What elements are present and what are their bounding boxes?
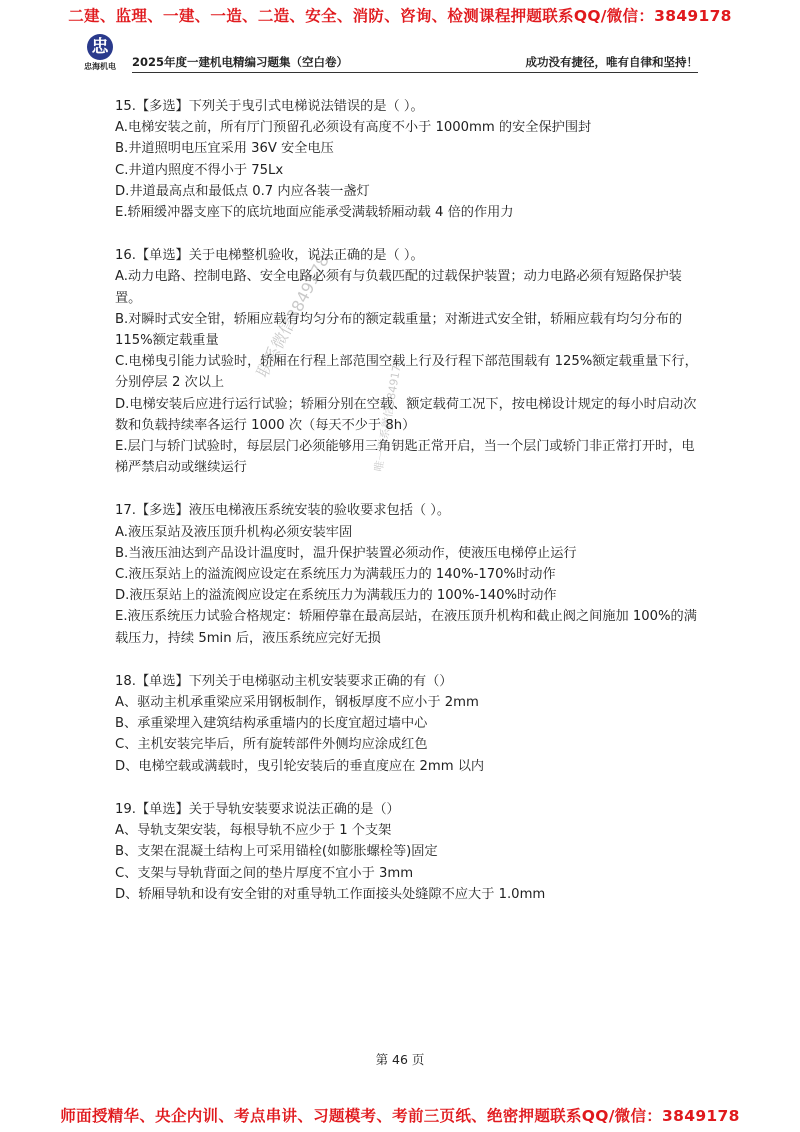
option-a: A.动力电路、控制电路、安全电路必须有与负载匹配的过载保护装置；动力电路必须有短路保护装置。 [115, 269, 682, 306]
option-a: A、驱动主机承重梁应采用钢板制作，钢板厚度不应小于 2mm [115, 695, 479, 711]
header-divider [132, 72, 698, 73]
question-18 [115, 671, 705, 777]
question-16 [115, 245, 705, 478]
option-c: C、支架与导轨背面之间的垫片厚度不宜小于 3mm [115, 865, 414, 881]
question-15 [115, 96, 705, 223]
question-stem: 19.【单选】关于导轨安装要求说法正确的是（） [115, 801, 400, 817]
question-stem: 16.【单选】关于电梯整机验收，说法正确的是（ ）。 [115, 248, 424, 264]
watermark-secondary: 唯一联系微信3849178 [371, 357, 405, 473]
option-c: C、主机安装完毕后，所有旋转部件外侧均应涂成红色 [115, 737, 428, 753]
option-e: E.液压系统压力试验合格规定：轿厢停靠在最高层站，在液压顶升机构和截止阀之间施加 100%的满载压力，持续 5min 后，液压系统应完好无损 [115, 609, 697, 646]
question-stem: 18.【单选】下列关于电梯驱动主机安装要求正确的有（） [115, 673, 453, 689]
logo-icon: 忠 [87, 34, 113, 60]
option-d: D.井道最高点和最低点 0.7 内应各装一盏灯 [115, 183, 370, 199]
question-list [115, 96, 705, 927]
watermark: 联系微信3849178 [252, 251, 333, 381]
option-d: D、电梯空载或满载时，曳引轮安装后的垂直度应在 2mm 以内 [115, 758, 485, 774]
option-b: B、支架在混凝土结构上可采用锚栓(如膨胀螺栓等)固定 [115, 844, 438, 860]
option-a: A、导轨支架安装，每根导轨不应少于 1 个支架 [115, 823, 392, 839]
question-stem: 17.【多选】液压电梯液压系统安装的验收要求包括（ ）。 [115, 503, 451, 519]
option-c: C.井道内照度不得小于 75Lx [115, 162, 284, 178]
question-17 [115, 500, 705, 648]
option-b: B、承重梁埋入建筑结构承重墙内的长度宜超过墙中心 [115, 716, 428, 732]
header-title: 2025年度一建机电精编习题集（空白卷） [132, 55, 349, 69]
option-b: B.对瞬时式安全钳，轿厢应载有均匀分布的额定载重量；对渐进式安全钳，轿厢应载有均匀分布的 115%额定载重量 [115, 311, 683, 349]
option-e: E.轿厢缓冲器支座下的底坑地面应能承受满载轿厢动载 4 倍的作用力 [115, 205, 514, 221]
question-stem: 15.【多选】下列关于曳引式电梯说法错误的是（ ）。 [115, 99, 424, 114]
page-header [70, 34, 698, 78]
option-d: D、轿厢导轨和设有安全钳的对重导轨工作面接头处缝隙不应大于 1.0mm [115, 886, 546, 902]
logo [78, 34, 122, 76]
option-a: A.液压泵站及液压顶升机构必须安装牢固 [115, 524, 353, 540]
option-d: D.电梯安装后应进行运行试验；轿厢分别在空载、额定载荷工况下，按电梯设计规定的每小时启动次数和负载持续率各运行 1000 次（每天不少于 8h） [115, 396, 697, 433]
option-d: D.液压泵站上的溢流阀应设定在系统压力为满载压力的 100%-140%时动作 [115, 588, 557, 604]
option-e: E.层门与轿门试验时，每层层门必须能够用三角钥匙正常开启，当一个层门或轿门非正常打开时，电梯严禁启动或继续运行 [115, 439, 695, 476]
option-c: C.电梯曳引能力试验时，轿厢在行程上部范围空载上行及行程下部范围载有 125%额定载重量下行，分别停层 2 次以上 [115, 354, 698, 391]
option-a: A.电梯安装之前，所有厅门预留孔必须设有高度不小于 1000mm 的安全保护围封 [115, 120, 592, 136]
question-19 [115, 799, 705, 905]
page-number: 第 46 页 [375, 1052, 425, 1067]
top-banner: 二建、监理、一建、一造、二造、安全、消防、咨询、检测课程押题联系QQ/微信：3849178 [68, 7, 732, 25]
option-c: C.液压泵站上的溢流阀应设定在系统压力为满载压力的 140%-170%时动作 [115, 567, 556, 583]
header-motto: 成功没有捷径，唯有自律和坚持！ [525, 55, 698, 69]
logo-text: 忠海机电 [84, 62, 116, 71]
option-b: B.当液压油达到产品设计温度时，温升保护装置必须动作，使液压电梯停止运行 [115, 545, 577, 561]
option-b: B.井道照明电压宜采用 36V 安全电压 [115, 141, 334, 157]
bottom-banner: 师面授精华、央企内训、考点串讲、习题模考、考前三页纸、绝密押题联系QQ/微信：3849178 [60, 1107, 740, 1125]
